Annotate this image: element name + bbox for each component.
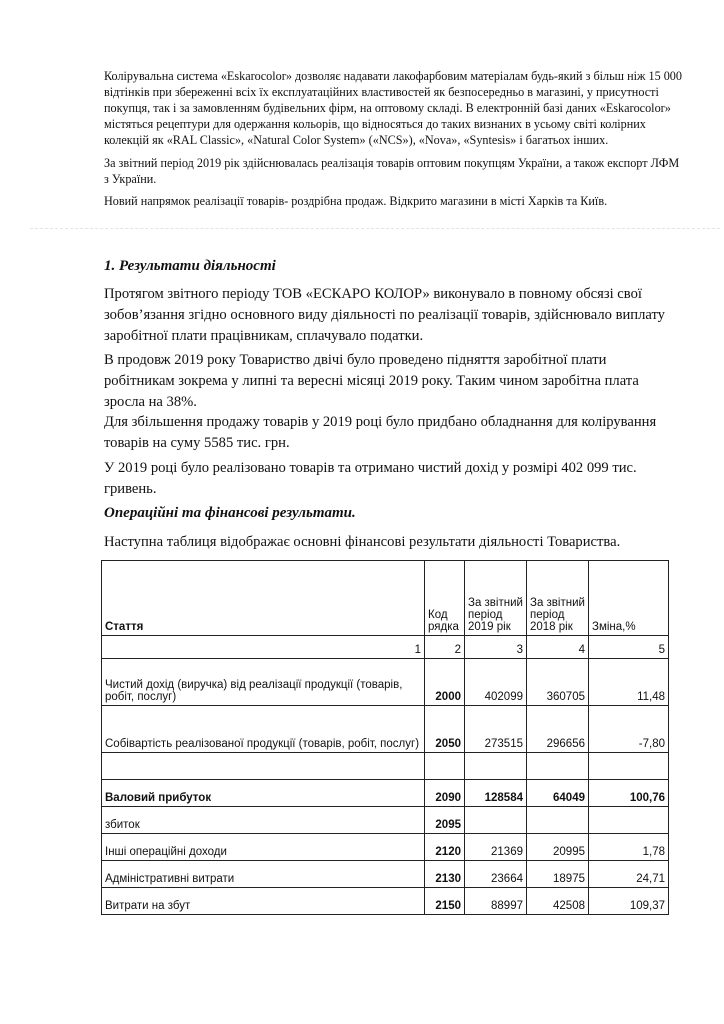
intro-section (104, 68, 684, 209)
index-cell: 1 (102, 636, 425, 659)
section-1-title: 1. Результати діяльності (104, 258, 276, 274)
row-2018-cell (527, 753, 589, 780)
table-row (102, 780, 669, 807)
row-2018-cell: 360705 (527, 659, 589, 706)
row-2018-cell: 20995 (527, 834, 589, 861)
row-name-cell: Валовий прибуток (102, 780, 425, 807)
row-2019-cell (465, 753, 527, 780)
index-cell: 5 (589, 636, 669, 659)
row-code-cell: 2090 (425, 780, 465, 807)
section-1-paragraph-2: В продовж 2019 року Товариство двічі було проведено підняття заробітної плати робітникам зокрема у липні та вересні місяці 2019 року. Таким чином заробітна плата зросла на 38%. (104, 352, 639, 410)
row-code-cell: 2000 (425, 659, 465, 706)
row-code-cell: 2095 (425, 807, 465, 834)
row-name-cell: Собівартість реалізованої продукції (товарів, робіт, послуг) (102, 706, 425, 753)
row-code-cell: 2050 (425, 706, 465, 753)
row-code-cell: 2130 (425, 861, 465, 888)
table-intro-text: Наступна таблиця відображає основні фінансові результати діяльності Товариства. (104, 534, 621, 550)
row-2019-cell: 23664 (465, 861, 527, 888)
section-1-paragraph-3: Для збільшення продажу товарів у 2019 році було придбано обладнання для колірування товарів на суму 5585 тис. грн. (104, 414, 657, 451)
row-2019-cell: 402099 (465, 659, 527, 706)
header-code: Код рядка (425, 561, 465, 636)
table-row (102, 753, 669, 780)
section-1-paragraph-4: У 2019 році було реалізовано товарів та отримано чистий дохід у розмірі 402 099 тис. гривень. (104, 460, 637, 497)
intro-paragraph-3: Новий напрямок реалізації товарів- роздрібна продаж. Відкрито магазини в місті Харків та Київ. (104, 194, 608, 208)
row-2019-cell: 88997 (465, 888, 527, 915)
row-change-cell (589, 753, 669, 780)
table-row (102, 888, 669, 915)
table-row (102, 861, 669, 888)
index-cell: 2 (425, 636, 465, 659)
row-2019-cell (465, 807, 527, 834)
table-row (102, 834, 669, 861)
row-2018-cell: 18975 (527, 861, 589, 888)
table-row (102, 807, 669, 834)
row-change-cell: -7,80 (589, 706, 669, 753)
table-row (102, 706, 669, 753)
index-cell: 4 (527, 636, 589, 659)
row-name-cell: Витрати на збут (102, 888, 425, 915)
row-2018-cell: 42508 (527, 888, 589, 915)
section-2-title: Операційні та фінансові результати. (104, 505, 356, 521)
header-2018: За звітний період 2018 рік (527, 561, 589, 636)
divider (30, 228, 720, 229)
header-item: Стаття (102, 561, 425, 636)
index-cell: 3 (465, 636, 527, 659)
row-name-cell: збиток (102, 807, 425, 834)
header-change: Зміна,% (589, 561, 669, 636)
row-name-cell: Інші операційні доходи (102, 834, 425, 861)
row-code-cell (425, 753, 465, 780)
row-change-cell: 109,37 (589, 888, 669, 915)
intro-paragraph-2: За звітний період 2019 рік здійснювалась реалізація товарів оптовим покупцям України, а також експорт ЛФМ з України. (104, 156, 680, 186)
table-row (102, 659, 669, 706)
row-change-cell: 24,71 (589, 861, 669, 888)
row-code-cell: 2150 (425, 888, 465, 915)
row-2018-cell (527, 807, 589, 834)
table-header-row (102, 561, 669, 636)
header-2019: За звітний період 2019 рік (465, 561, 527, 636)
row-2018-cell: 64049 (527, 780, 589, 807)
row-2019-cell: 128584 (465, 780, 527, 807)
table-index-row (102, 636, 669, 659)
row-name-cell (102, 753, 425, 780)
row-change-cell (589, 807, 669, 834)
row-code-cell: 2120 (425, 834, 465, 861)
row-2019-cell: 21369 (465, 834, 527, 861)
intro-paragraph-1: Колірувальна система «Eskarocolor» дозволяє надавати лакофарбовим матеріалам будь-який з більш ніж 15 000 відтінків при збереженні всіх їх експлуатаційних властивостей як безпосередньо в магазині, у присутності покупця, так і за замовленням будівельних фірм, на оптовому складі. В електронній базі даних «Eskarocolor» містяться рецептури для одержання кольорів, що відносяться до таких визнаних в усьому світі колірних колекцій як «RAL Classic», «Natural Color System» («NCS»), «Nova», «Syntesis» і багатьох інших. (104, 69, 682, 147)
financial-results-table (101, 560, 669, 915)
section-1-paragraph-1: Протягом звітного періоду ТОВ «ЕСКАРО КОЛОР» виконувало в повному обсязі свої зобов’язання згідно основного виду діяльності по реалізації товарів, здійснювало виплату заробітної плати працівникам, сплачувало податки. (104, 286, 665, 344)
row-change-cell: 11,48 (589, 659, 669, 706)
row-change-cell: 100,76 (589, 780, 669, 807)
row-2018-cell: 296656 (527, 706, 589, 753)
row-2019-cell: 273515 (465, 706, 527, 753)
row-change-cell: 1,78 (589, 834, 669, 861)
row-name-cell: Чистий дохід (виручка) від реалізації продукції (товарів, робіт, послуг) (102, 659, 425, 706)
row-name-cell: Адміністративні витрати (102, 861, 425, 888)
